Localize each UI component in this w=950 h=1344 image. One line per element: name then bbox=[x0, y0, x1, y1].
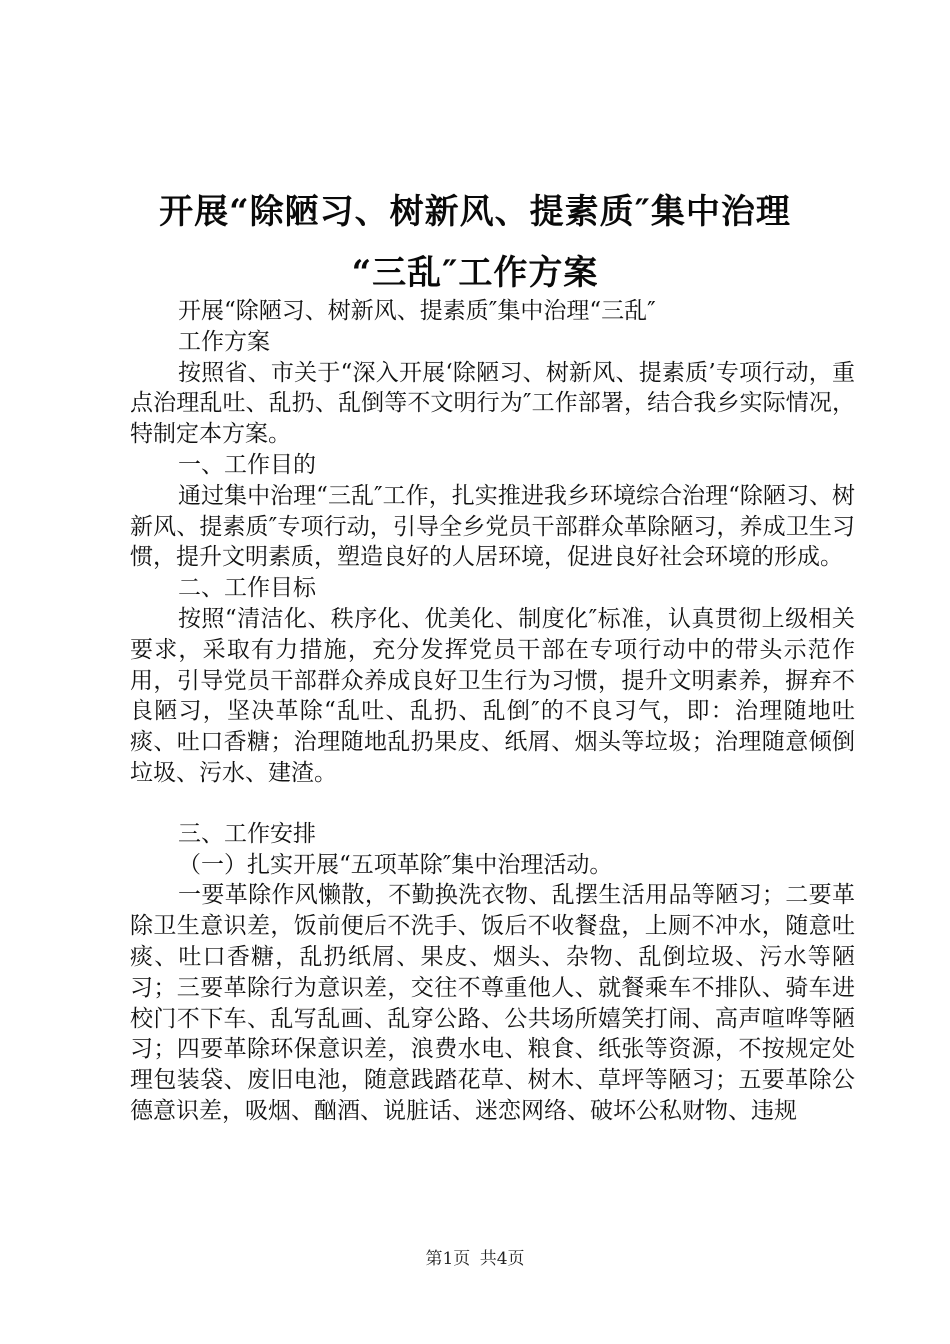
section-heading: 二、工作目标 bbox=[178, 575, 316, 602]
page-number: 第1页 bbox=[425, 1249, 471, 1269]
body-paragraph: 开展“除陋习、树新风、提素质″集中治理“三乱″ bbox=[178, 298, 656, 324]
page-total: 共4页 bbox=[479, 1249, 525, 1269]
body-paragraph: 按照省、市关于“深入开展‘除陋习、树新风、提素质’专项行动，重点治理乱吐、乱扔、乱倒等不文明行为″工作部署，结合我乡实际情况，特制定本方案。 bbox=[130, 359, 855, 448]
body-paragraph: 工作方案 bbox=[178, 328, 270, 355]
subsection-heading: （一）扎实开展“五项革除″集中治理活动。 bbox=[178, 851, 613, 878]
document-title-line-2: “三乱″工作方案 bbox=[351, 253, 599, 293]
document-body bbox=[130, 296, 855, 1127]
body-paragraph: 按照“清洁化、秩序化、优美化、制度化″标准，认真贯彻上级相关要求，采取有力措施，充分发挥党员干部在专项行动中的带头示范作用，引导党员干部群众养成良好卫生行为习惯，提升文明素养，摒弃不良陋习，坚决革除“乱吐、乱扔、乱倒″的不良习气，即：治理随地吐痰、吐口香糖；治理随地乱扔果皮、纸屑、烟头等垃圾；治理随意倾倒垃圾、污水、建渣。 bbox=[130, 605, 855, 786]
document-title-line-1: 开展“除陋习、树新风、提素质″集中治理 bbox=[159, 192, 791, 232]
body-paragraph: 通过集中治理“三乱″工作，扎实推进我乡环境综合治理“除陋习、树新风、提素质″专项行动，引导全乡党员干部群众革除陋习，养成卫生习惯，提升文明素质，塑造良好的人居环境，促进良好社会环境的形成。 bbox=[130, 482, 855, 571]
body-paragraph: 一要革除作风懒散，不勤换洗衣物、乱摆生活用品等陋习；二要革除卫生意识差，饭前便后不洗手、饭后不收餐盘，上厕不冲水，随意吐痰、吐口香糖，乱扔纸屑、果皮、烟头、杂物、乱倒垃圾、污水等陋习；三要革除行为意识差，交往不尊重他人、就餐乘车不排队、骑车进校门不下车、乱写乱画、乱穿公路、公共场所嬉笑打闹、高声喧哗等陋习；四要革除环保意识差，浪费水电、粮食、纸张等资源，不按规定处理包装袋、废旧电池，随意践踏花草、树木、草坪等陋习；五要革除公德意识差，吸烟、酗酒、说脏话、迷恋网络、破坏公私财物、违规 bbox=[130, 882, 855, 1124]
section-heading: 三、工作安排 bbox=[178, 820, 316, 847]
section-heading: 一、工作目的 bbox=[178, 451, 316, 478]
page-footer bbox=[0, 1244, 950, 1269]
